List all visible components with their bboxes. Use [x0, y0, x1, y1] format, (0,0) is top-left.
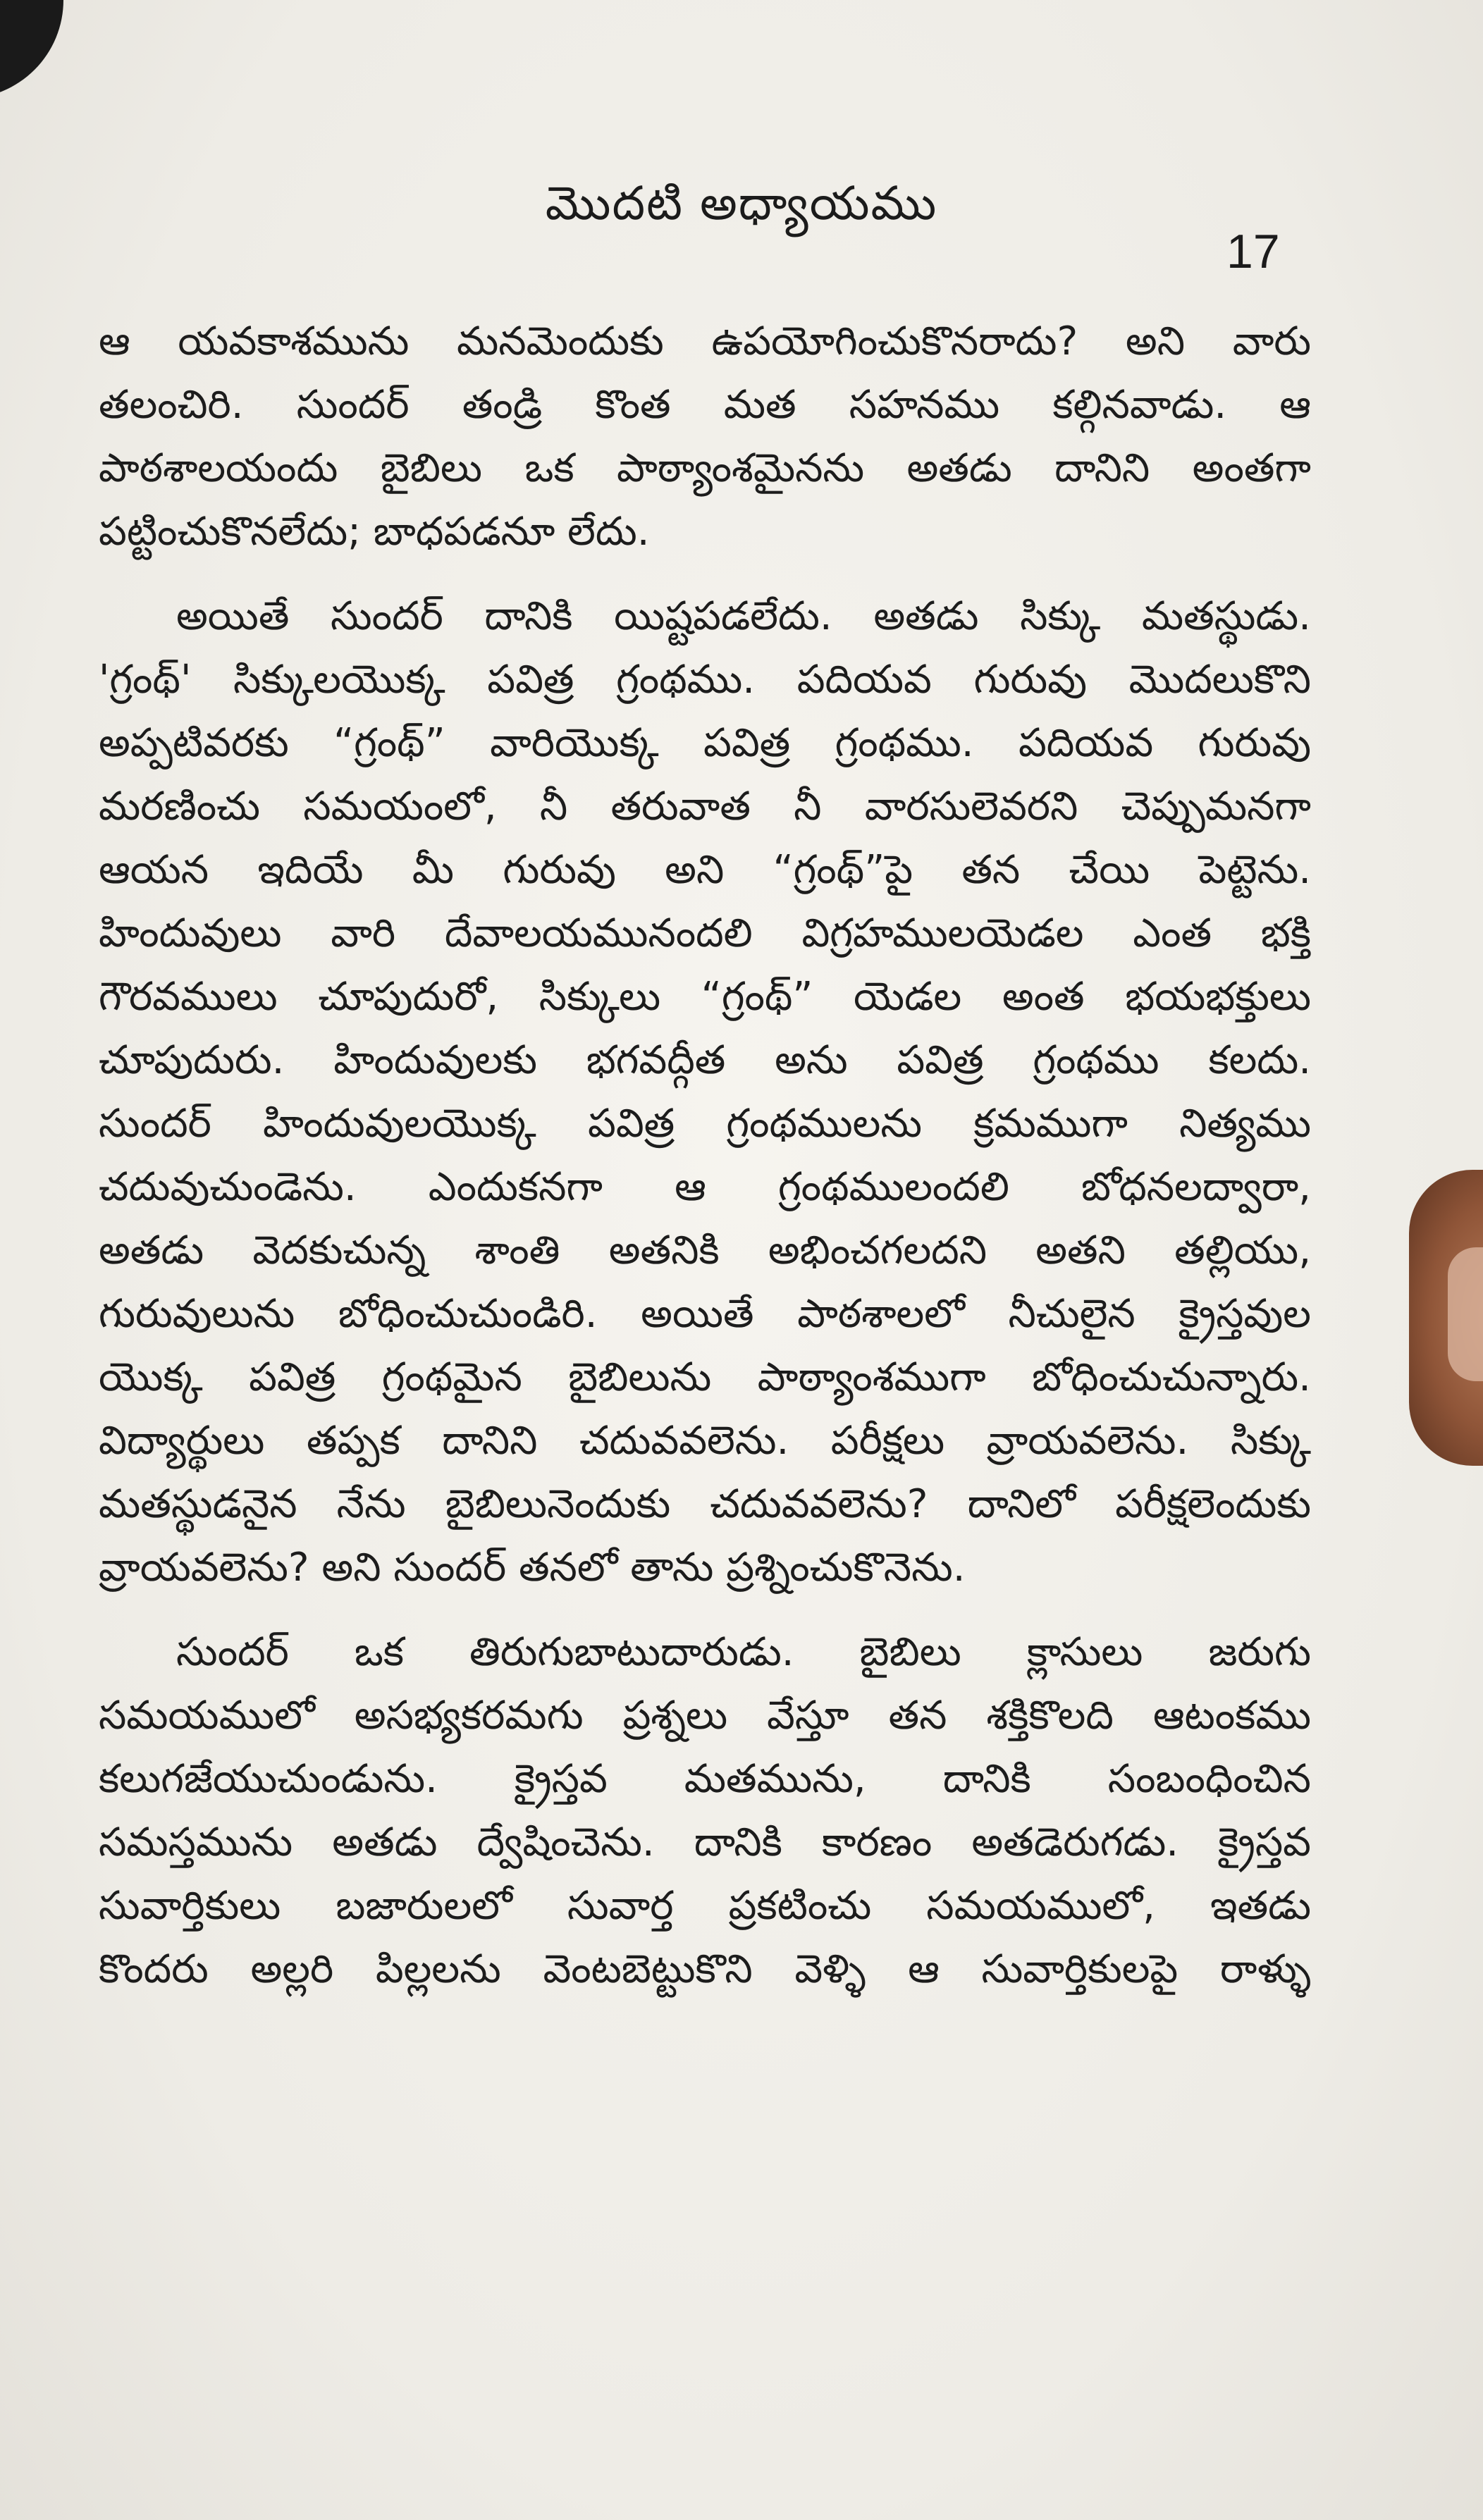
text-line: విద్యార్థులు తప్పక దానిని చదువవలెను. పరీక్షలు వ్రాయవలెను. సిక్కు [99, 1418, 1311, 1464]
body-text [99, 310, 1311, 2001]
paragraph-3 [99, 1621, 1311, 2001]
text-line: 'గ్రంథ్' సిక్కులయొక్క పవిత్ర గ్రంథము. పదియవ గురువు మొదలుకొని [99, 657, 1311, 703]
text-line: కొందరు అల్లరి పిల్లలను వెంటబెట్టుకొని వెళ్ళి ఆ సువార్తికులపై రాళ్ళు [99, 1946, 1311, 1992]
text-line: సమస్తమును అతడు ద్వేషించెను. దానికి కారణం అతడెరుగడు. క్రైస్తవ [99, 1820, 1311, 1865]
text-line: హిందువులు వారి దేవాలయమునందలి విగ్రహములయెడల ఎంత భక్తి [99, 910, 1311, 956]
text-line: సుందర్ ఒక తిరుగుబాటుదారుడు. బైబిలు క్లాసులు జరుగు [176, 1629, 1311, 1675]
text-line: తలంచిరి. సుందర్ తండ్రి కొంత మత సహనము కల్గినవాడు. ఆ [99, 382, 1311, 428]
text-line: మరణించు సమయంలో, నీ తరువాత నీ వారసులెవరని చెప్పుమనగా [99, 784, 1311, 829]
text-line: వ్రాయవలెను? అని సుందర్ తనలో తాను ప్రశ్నించుకొనెను. [99, 1545, 966, 1591]
text-line: అయితే సుందర్ దానికి యిష్టపడలేదు. అతడు సిక్కు మతస్థుడు. [176, 593, 1311, 639]
page-number: 17 [1226, 225, 1280, 278]
text-line: చూపుదురు. హిందువులకు భగవద్గీత అను పవిత్ర గ్రంథము కలదు. [99, 1037, 1311, 1083]
paragraph-1 [99, 310, 1311, 564]
text-line: కలుగజేయుచుండును. క్రైస్తవ మతమును, దానికి సంబంధించిన [99, 1756, 1311, 1802]
text-line: సువార్తికులు బజారులలో సువార్త ప్రకటించు సమయములో, ఇతడు [99, 1883, 1311, 1929]
text-line: పాఠశాలయందు బైబిలు ఒక పాఠ్యాంశమైనను అతడు దానిని అంతగా [99, 445, 1311, 491]
text-line: అతడు వెదకుచున్న శాంతి అతనికి అభించగలదని అతని తల్లియు, [99, 1228, 1311, 1273]
corner-shadow [0, 0, 63, 99]
text-line: యొక్క పవిత్ర గ్రంథమైన బైబిలును పాఠ్యాంశముగా బోధించుచున్నారు. [99, 1354, 1311, 1400]
text-line: గౌరవములు చూపుదురో, సిక్కులు “గ్రంథ్” యెడల అంత భయభక్తులు [99, 974, 1311, 1020]
text-line: గురువులును బోధించుచుండిరి. అయితే పాఠశాలలో నీచులైన క్రైస్తవుల [99, 1291, 1311, 1337]
thumb-nail [1448, 1247, 1483, 1381]
text-line: ఆయన ఇదియే మీ గురువు అని “గ్రంథ్”పై తన చేయి పెట్టెను. [99, 847, 1311, 893]
text-line: చదువుచుండెను. ఎందుకనగా ఆ గ్రంథములందలి బోధనలద్వారా, [99, 1164, 1311, 1210]
text-line: మతస్థుడనైన నేను బైబిలునెందుకు చదువవలెను? దానిలో పరీక్షలెందుకు [99, 1481, 1311, 1527]
running-head: మొదటి అధ్యాయము [545, 176, 938, 230]
text-line: అప్పటివరకు “గ్రంథ్” వారియొక్క పవిత్ర గ్రంథము. పదియవ గురువు [99, 720, 1311, 766]
text-line: పట్టించుకొనలేదు; బాధపడనూ లేదు. [99, 509, 650, 555]
text-line: ఆ యవకాశమును మనమెందుకు ఉపయోగించుకొనరాదు? అని వారు [99, 319, 1311, 364]
text-line: సమయములో అసభ్యకరమగు ప్రశ్నలు వేస్తూ తన శక్తికొలది ఆటంకము [99, 1693, 1311, 1738]
paragraph-2 [99, 585, 1311, 1600]
text-line: సుందర్ హిందువులయొక్క పవిత్ర గ్రంథములను క్రమముగా నిత్యము [99, 1101, 1311, 1147]
